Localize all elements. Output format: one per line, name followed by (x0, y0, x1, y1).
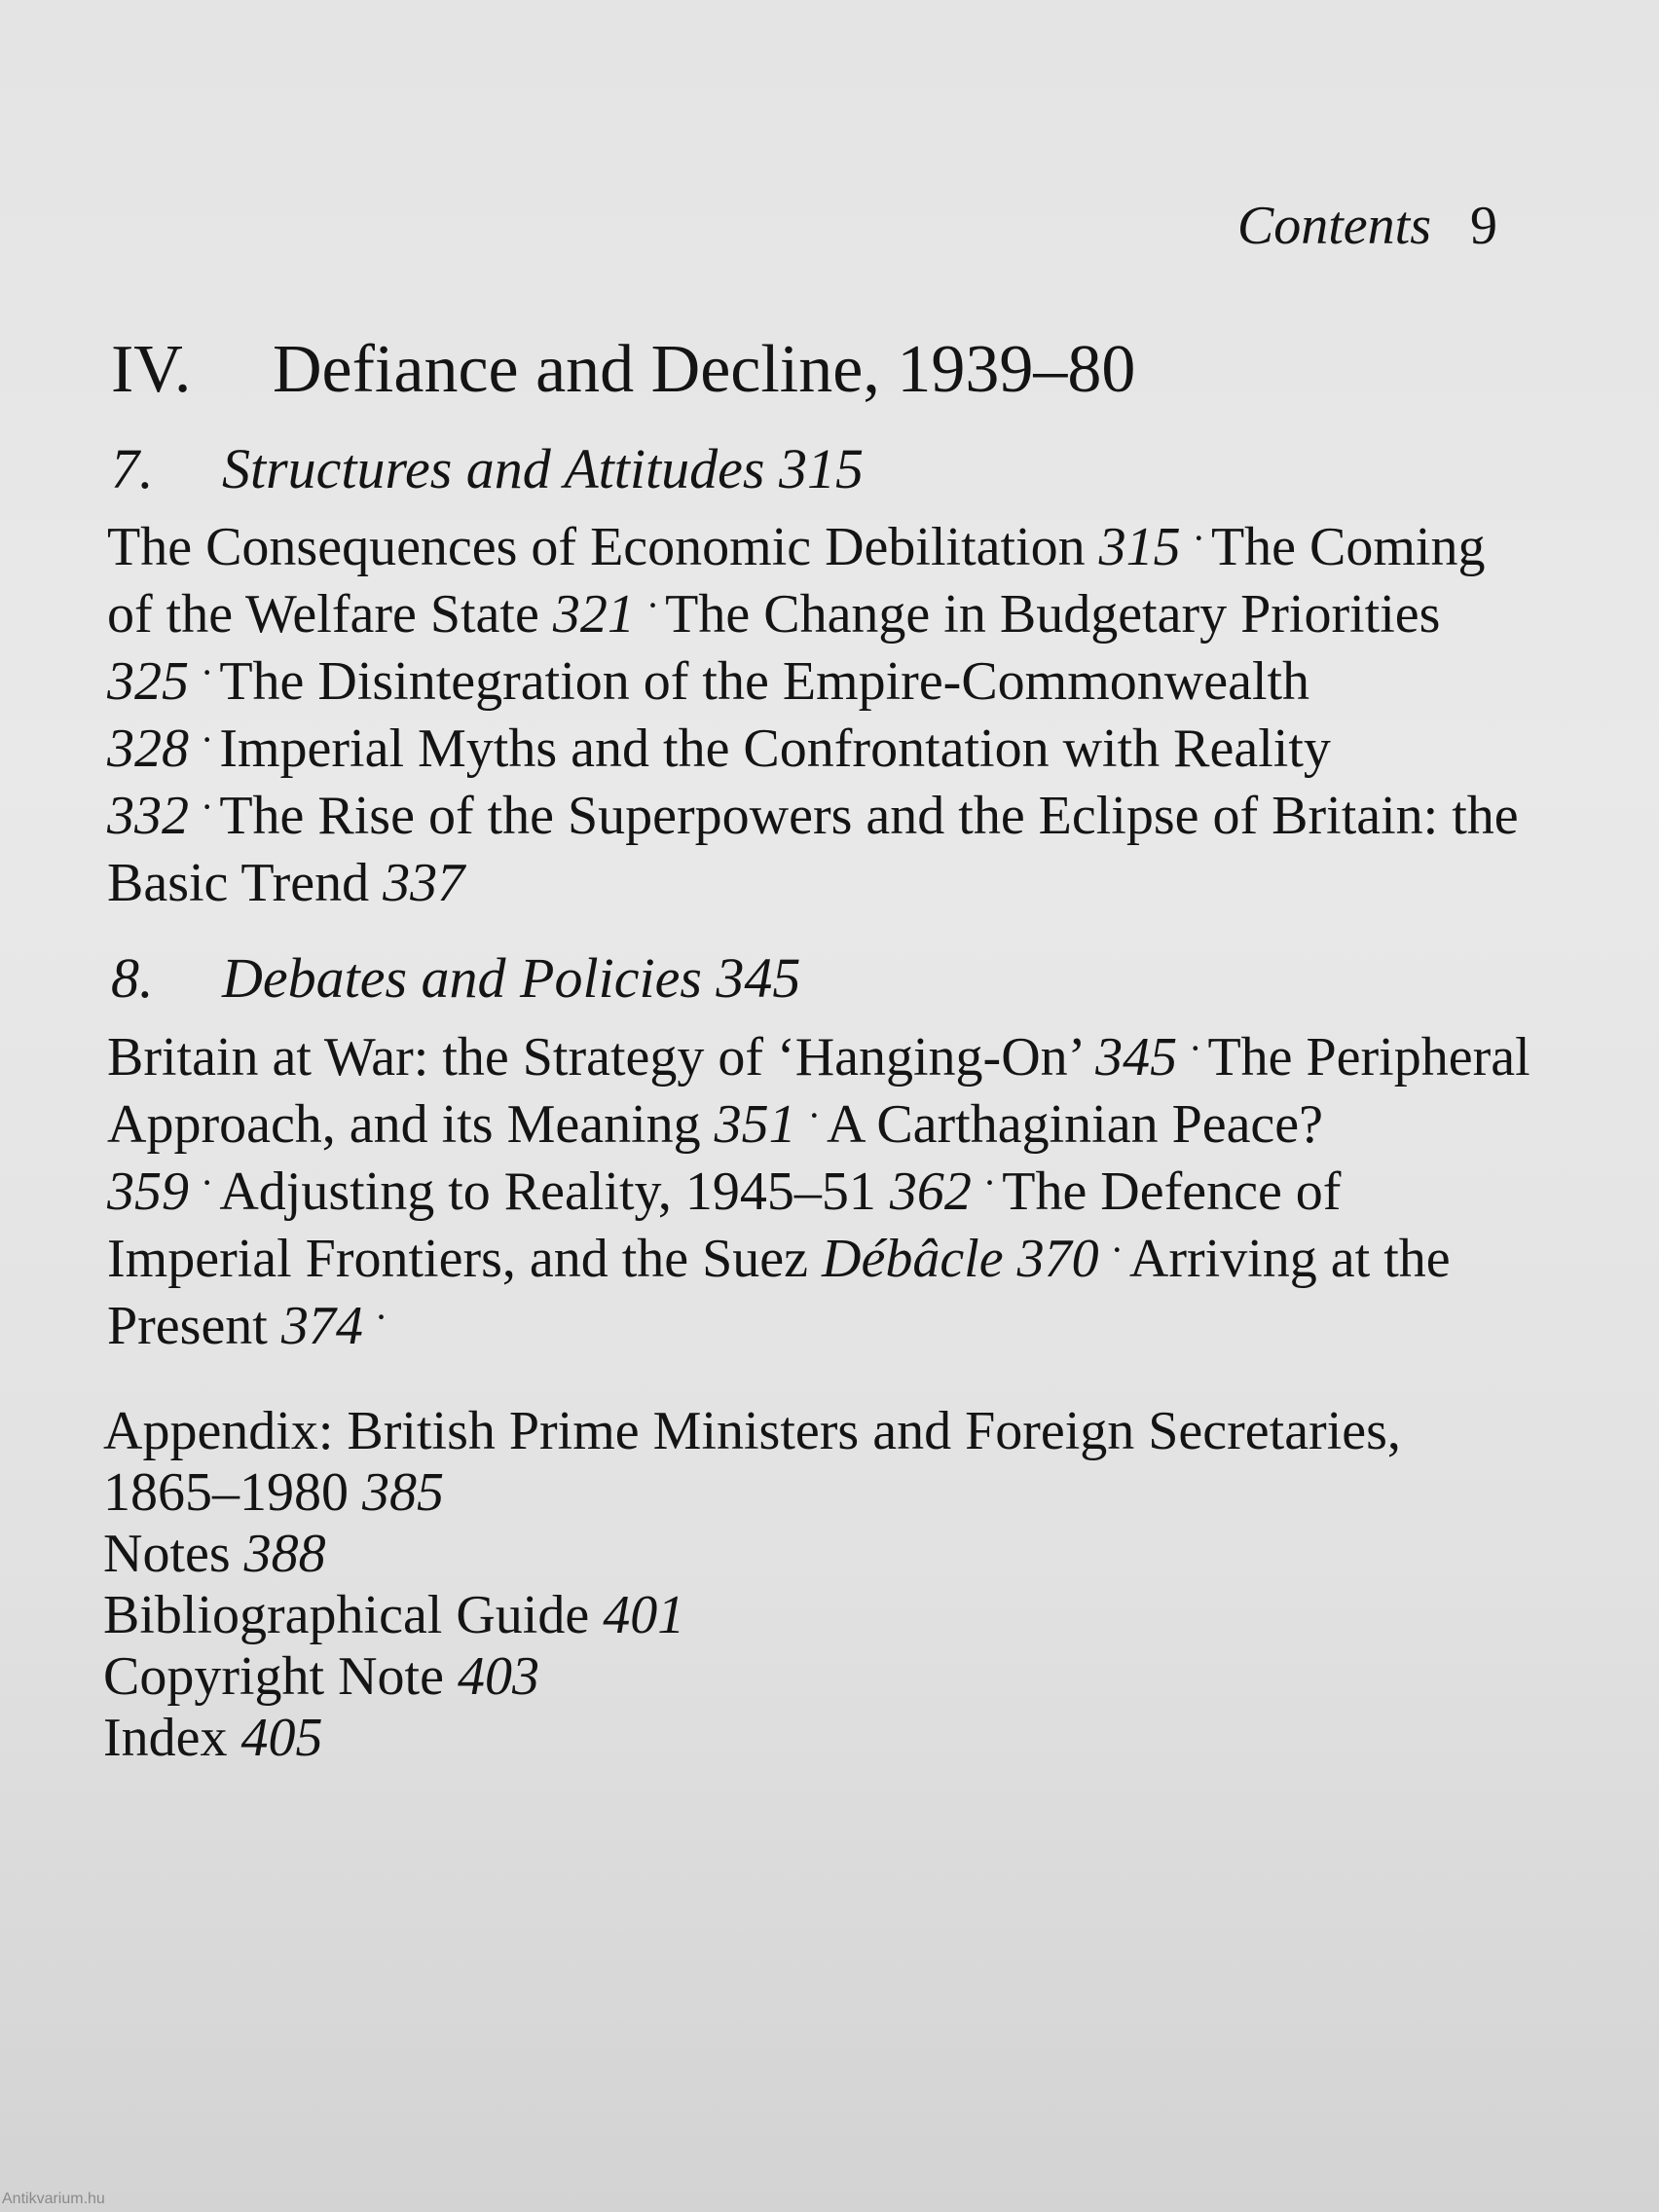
entry-title: Adjusting to Reality, 1945–51 (219, 1161, 876, 1222)
back-matter-title: Notes (103, 1523, 231, 1584)
chapter-page: 345 (716, 946, 801, 1011)
separator-dot: · (1110, 1227, 1124, 1272)
chapter-entries (107, 516, 1534, 915)
entry-title: The Coming of the Welfare State (107, 517, 1486, 645)
chapter-entries (107, 1026, 1534, 1362)
entry-title: Britain at War: the Strategy of ‘Hanging-On’ (107, 1026, 1083, 1088)
entry-title: The Consequences of Economic Debilitation (107, 517, 1086, 578)
entry-title: The Disintegration of the Empire-Commonwealth (219, 651, 1310, 713)
part-title: Defiance and Decline, 1939–80 (273, 332, 1136, 407)
separator-dot: · (201, 650, 214, 695)
back-matter-item (103, 1646, 1534, 1708)
back-matter-item (103, 1401, 1534, 1462)
chapter-page: 315 (778, 436, 864, 500)
entry-title: The Change in Budgetary Priorities (665, 584, 1441, 645)
separator-dot: · (201, 1160, 214, 1204)
entry-title: Arriving at the Present (107, 1228, 1451, 1356)
separator-dot: · (201, 785, 214, 830)
back-matter-page: 385 (362, 1461, 444, 1523)
entry-title: The Rise of the Superpowers and the Eclipse of Britain: the Basic Trend (107, 786, 1519, 914)
back-matter-title: Bibliographical Guide (103, 1584, 590, 1645)
part-heading (111, 331, 1534, 410)
separator-dot: · (807, 1092, 821, 1137)
back-matter-title: 1865–1980 (103, 1461, 349, 1523)
entry-title: A Carthaginian Peace? (826, 1093, 1323, 1155)
entry-page: 321 (552, 584, 635, 645)
entry-title: The Defence of Imperial Frontiers, and the Suez (107, 1161, 1342, 1289)
entry-page: 337 (383, 853, 465, 914)
running-head (1237, 195, 1497, 257)
separator-dot: · (1189, 1025, 1202, 1070)
separator-dot: · (201, 718, 214, 762)
back-matter-title: Index (103, 1707, 228, 1768)
separator-dot: · (1192, 516, 1205, 561)
back-matter-item (103, 1524, 1534, 1585)
back-matter-item (103, 1462, 1534, 1524)
entry-page: 332 (107, 786, 189, 847)
running-head-title: Contents (1236, 196, 1431, 256)
entry-page: 345 (1095, 1026, 1178, 1088)
chapter-heading (111, 944, 1534, 1013)
entry-page: 315 (1098, 517, 1181, 578)
separator-dot: · (645, 583, 660, 628)
entry-title: The Peripheral Approach, and its Meaning (107, 1026, 1530, 1155)
chapter-number: 7. (111, 436, 154, 500)
entry-page: 325 (107, 651, 189, 713)
back-matter-item (103, 1585, 1534, 1646)
chapter-heading (111, 435, 1534, 503)
entry-page: 351 (714, 1093, 796, 1155)
back-matter-page: 405 (240, 1707, 323, 1768)
separator-dot: · (982, 1160, 997, 1204)
entry-page: 359 (107, 1161, 189, 1222)
back-matter-page: 401 (603, 1584, 685, 1645)
entry-title: Imperial Myths and the Confrontation with Reality (219, 719, 1331, 780)
separator-dot: · (374, 1294, 388, 1339)
entry-page: 362 (889, 1161, 972, 1222)
table-of-contents (103, 331, 1534, 1769)
page-number: 9 (1470, 196, 1497, 256)
chapter-title: Debates and Policies (222, 946, 702, 1011)
watermark: Antikvarium.hu (2, 2191, 105, 2207)
part-number: IV. (111, 332, 192, 407)
back-matter-title: Copyright Note (103, 1645, 444, 1707)
entry-page: 370 (1016, 1228, 1099, 1289)
chapter-title: Structures and Attitudes (222, 436, 765, 500)
back-matter-item (103, 1708, 1534, 1769)
chapter-number: 8. (111, 946, 154, 1011)
back-matter-page: 388 (243, 1523, 326, 1584)
back-matter-title: Appendix: British Prime Ministers and Foreign Secretaries, (103, 1400, 1401, 1461)
entry-page: 328 (107, 719, 189, 780)
entry-title-italic: Débâcle (822, 1228, 1004, 1289)
back-matter (103, 1401, 1534, 1769)
back-matter-page: 403 (457, 1645, 539, 1707)
entry-page: 374 (280, 1295, 363, 1356)
